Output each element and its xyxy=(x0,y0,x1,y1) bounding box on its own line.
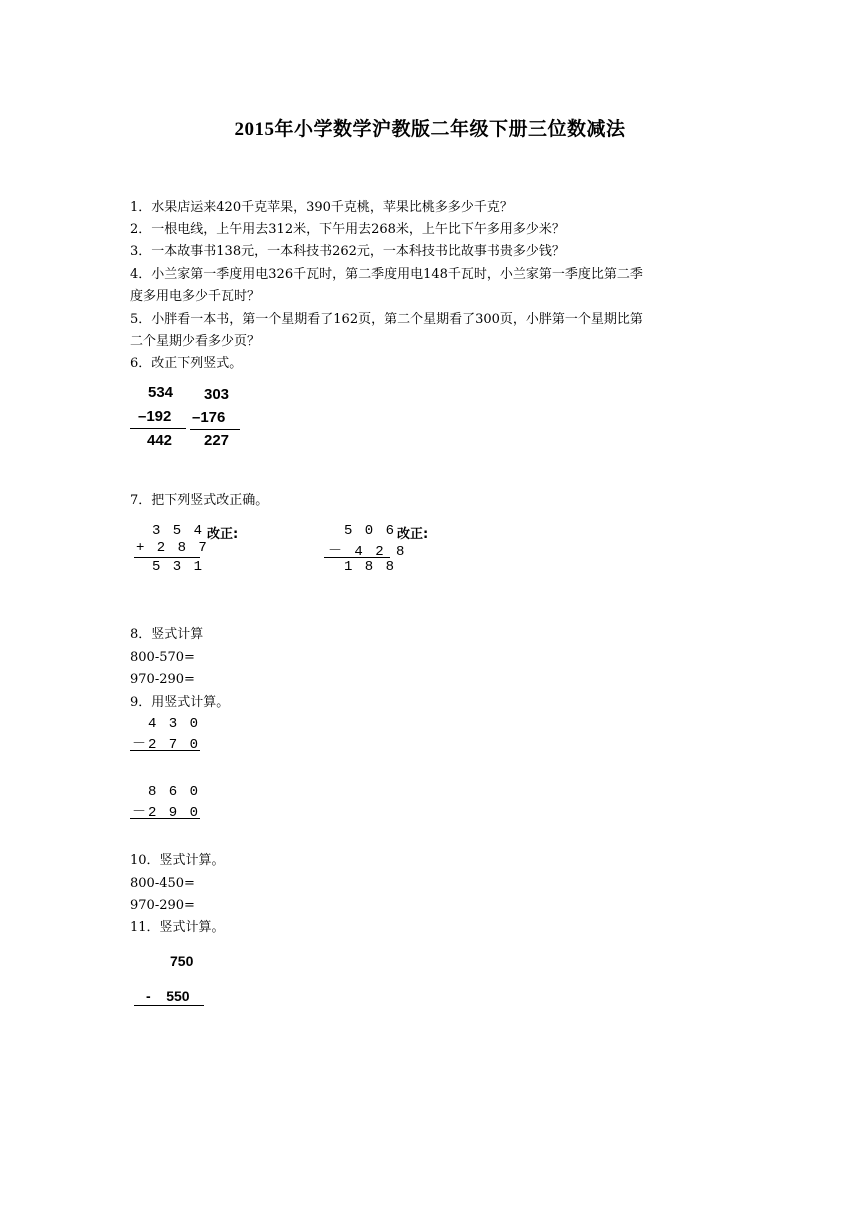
q6-a-result: 442 xyxy=(147,432,173,449)
question-2: 2．一根电线，上午用去312米，下午用去268米，上午比下午多用多少米？ xyxy=(130,222,565,237)
q7-b-rule xyxy=(324,557,390,558)
q6-a-rule xyxy=(130,428,186,429)
question-10-a: 800-450= xyxy=(130,876,195,891)
q9-a-operand: －2 7 0 xyxy=(132,737,201,753)
q9-b-operand: －2 9 0 xyxy=(132,805,201,821)
question-8-b: 970-290= xyxy=(130,672,195,687)
q6-b-result: 227 xyxy=(204,432,230,449)
q11-rule xyxy=(134,1005,204,1006)
question-8: 8．竖式计算 xyxy=(130,627,204,642)
page-title: 2015年小学数学沪教版二年级下册三位数减法 xyxy=(234,119,626,140)
q7-b-operand: － 4 2 8 xyxy=(328,544,407,560)
q7-b-label: 改正: xyxy=(397,527,429,542)
q6-b-rule xyxy=(190,429,240,430)
question-3: 3．一本故事书138元，一本科技书262元，一本科技书比故事书贵多少钱？ xyxy=(130,244,565,259)
q7-a-rule xyxy=(134,557,200,558)
q11-top: 750 xyxy=(170,953,194,969)
q7-b-result: 1 8 8 xyxy=(344,559,397,575)
q7-b-top: 5 0 6 xyxy=(344,523,397,539)
q6-b-operand: –176 xyxy=(192,409,226,426)
q9-a-rule xyxy=(130,750,200,751)
q7-a-label: 改正: xyxy=(207,527,239,542)
q11-operand: - 550 xyxy=(146,988,190,1004)
q6-a-operand: –192 xyxy=(138,408,172,425)
q7-a-top: 3 5 4 xyxy=(152,523,205,539)
question-10-b: 970-290= xyxy=(130,898,195,913)
question-7: 7．把下列竖式改正确。 xyxy=(130,493,269,508)
q7-a-operand: + 2 8 7 xyxy=(136,540,209,556)
q6-a-top: 534 xyxy=(148,384,174,401)
q7-a-result: 5 3 1 xyxy=(152,559,205,575)
question-4-line-1: 4．小兰家第一季度用电326千瓦时，第二季度用电148千瓦时，小兰家第一季度比第二季 xyxy=(130,267,643,282)
question-10: 10．竖式计算。 xyxy=(130,853,225,868)
question-11: 11．竖式计算。 xyxy=(130,920,225,935)
q9-a-top: 4 3 0 xyxy=(148,716,201,732)
question-5-line-1: 5．小胖看一本书，第一个星期看了162页，第二个星期看了300页，小胖第一个星期比第 xyxy=(130,312,643,327)
question-1: 1．水果店运来420千克苹果，390千克桃，苹果比桃多多少千克？ xyxy=(130,200,513,215)
q6-b-top: 303 xyxy=(204,386,230,403)
question-9: 9．用竖式计算。 xyxy=(130,695,230,710)
q9-b-top: 8 6 0 xyxy=(148,784,201,800)
question-6: 6．改正下列竖式。 xyxy=(130,356,243,371)
question-8-a: 800-570= xyxy=(130,650,195,665)
question-5-line-2: 二个星期少看多少页？ xyxy=(130,334,261,349)
q9-b-rule xyxy=(130,818,200,819)
question-4-line-2: 度多用电多少千瓦时？ xyxy=(130,289,261,304)
